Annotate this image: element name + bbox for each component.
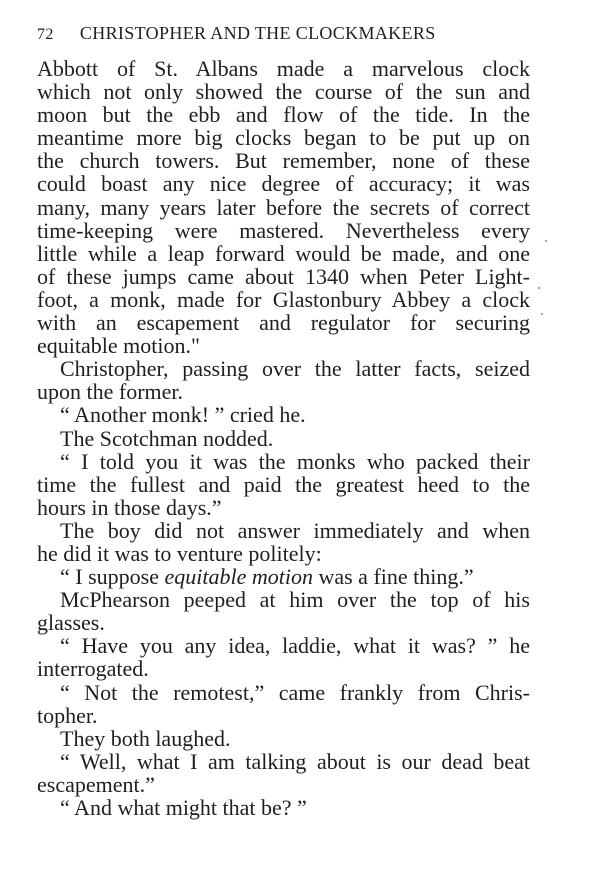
text-line: “ Another monk! ” cried he.	[60, 402, 306, 428]
text-span: was a fine thing.”	[312, 564, 474, 590]
text-line: “ I told you it was the monks who packed their	[60, 448, 530, 474]
running-title: CHRISTOPHER AND THE CLOCKMAKERS	[79, 23, 436, 43]
text-line: he did it was to venture politely:	[37, 540, 322, 566]
text-line: “ And what might that be? ”	[60, 795, 307, 820]
text-line: “ Have you any idea, laddie, what it was? ” he	[60, 633, 530, 659]
paper-speck	[541, 313, 543, 315]
text-line: escapement.”	[37, 771, 155, 797]
text-line: with an escapement and regulator for securing	[37, 310, 530, 336]
text-line: Abbott of St. Albans made a marvelous clock	[37, 56, 530, 81]
text-line: the church towers. But remember, none of these	[37, 148, 530, 174]
emphasis-text: equitable motion	[164, 564, 313, 590]
text-line: The Scotchman nodded.	[60, 425, 274, 451]
text-line: hours in those days.”	[37, 494, 222, 520]
text-line: equitable motion."	[37, 333, 200, 359]
text-line	[37, 565, 530, 588]
page-number: 72	[37, 26, 54, 43]
text-line: many, many years later before the secrets of correct	[37, 194, 530, 220]
text-line: interrogated.	[37, 656, 149, 682]
running-head	[37, 20, 517, 46]
page-text	[37, 57, 530, 819]
text-line: meantime more big clocks began to be put up on	[37, 125, 530, 151]
text-line: which not only showed the course of the sun and	[37, 79, 530, 105]
text-line: moon but the ebb and flow of the tide. In the	[37, 102, 530, 128]
text-line: The boy did not answer immediately and when	[60, 517, 530, 543]
text-line: could boast any nice degree of accuracy; it was	[37, 171, 530, 197]
text-line: upon the former.	[37, 379, 184, 405]
text-line: They both laughed.	[60, 725, 231, 751]
text-line: topher.	[37, 702, 98, 728]
text-line: Christopher, passing over the latter facts, seized	[60, 356, 530, 382]
paper-speck	[545, 240, 547, 242]
text-span: “ I suppose	[60, 564, 165, 590]
text-line: glasses.	[37, 610, 105, 636]
text-line: “ Well, what I am talking about is our dead beat	[60, 748, 530, 774]
text-line: “ Not the remotest,” came frankly from Chris-	[60, 679, 530, 705]
text-line: foot, a monk, made for Glastonbury Abbey a clock	[37, 286, 530, 312]
text-line: time the fullest and paid the greatest heed to the	[37, 471, 530, 497]
text-line: McPhearson peeped at him over the top of his	[60, 587, 530, 613]
text-line: time-keeping were mastered. Nevertheless every	[37, 217, 530, 243]
text-line: of these jumps came about 1340 when Peter Light-	[37, 263, 530, 289]
paper-speck	[538, 287, 540, 289]
text-line: little while a leap forward would be made, and one	[37, 240, 530, 266]
